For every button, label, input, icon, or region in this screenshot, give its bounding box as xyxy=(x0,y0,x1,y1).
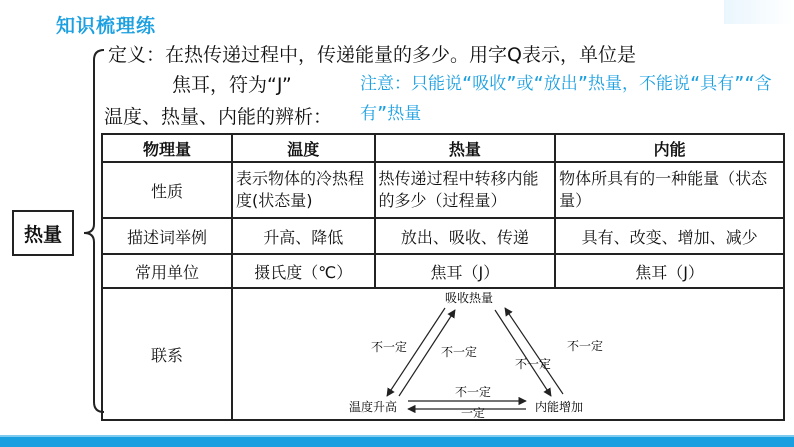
header-heat: 热量 xyxy=(375,134,556,162)
corner-decoration xyxy=(724,0,794,24)
header-temperature: 温度 xyxy=(232,134,375,162)
definition-line-1: 定义：在热传递过程中，传递能量的多少。用字Q表示，单位是 xyxy=(108,44,636,66)
table-cell: 放出、吸收、传递 xyxy=(375,218,556,254)
table-cell: 表示物体的冷热程度(状态量) xyxy=(232,162,375,218)
relation-diagram xyxy=(233,290,783,418)
label-necessarily: 一定 xyxy=(460,406,486,418)
label-not-necessarily: 不一定 xyxy=(440,345,478,359)
table-cell: 升高、降低 xyxy=(232,218,375,254)
row-label: 联系 xyxy=(102,288,232,420)
node-temperature-rise: 温度升高 xyxy=(348,400,398,414)
table-header-row xyxy=(102,134,784,162)
table-cell: 物体所具有的一种能量（状态量） xyxy=(555,162,784,218)
arrow-absorb-to-energy xyxy=(495,310,551,396)
table-row-units xyxy=(102,254,784,288)
row-label: 性质 xyxy=(102,162,232,218)
header-internal-energy: 内能 xyxy=(555,134,784,162)
comparison-table xyxy=(101,133,785,421)
label-not-necessarily: 不一定 xyxy=(454,385,492,399)
table-cell: 热传递过程中转移内能的多少（过程量） xyxy=(375,162,556,218)
node-absorb-heat: 吸收热量 xyxy=(444,291,494,305)
table-row-descriptors xyxy=(102,218,784,254)
node-internal-energy-increase: 内能增加 xyxy=(534,400,584,414)
comparison-title: 温度、热量、内能的辨析： xyxy=(104,106,333,128)
page-heading: 知识梳理练 xyxy=(56,15,157,37)
table-row-property xyxy=(102,162,784,218)
bottom-accent-bar xyxy=(0,437,794,447)
label-not-necessarily: 不一定 xyxy=(514,357,552,371)
table-cell: 焦耳（J） xyxy=(375,254,556,288)
label-not-necessarily: 不一定 xyxy=(566,339,604,353)
table-row-relation xyxy=(102,288,784,420)
table-cell: 具有、改变、增加、减少 xyxy=(555,218,784,254)
label-not-necessarily: 不一定 xyxy=(370,340,408,354)
topic-label: 热量 xyxy=(23,223,62,246)
topic-label-box xyxy=(12,210,74,256)
header-quantity: 物理量 xyxy=(102,134,232,162)
row-label: 描述词举例 xyxy=(102,218,232,254)
relation-diagram-cell xyxy=(232,288,784,420)
definition-line-2: 焦耳，符为“J” xyxy=(172,74,292,96)
table-cell: 焦耳（J） xyxy=(555,254,784,288)
table-cell: 摄氏度（℃） xyxy=(232,254,375,288)
note-text: 注意：只能说“吸收”或“放出”热量，不能说“具有”“含有”热量 xyxy=(360,74,772,124)
row-label: 常用单位 xyxy=(102,254,232,288)
arrow-energy-to-absorb xyxy=(505,308,563,394)
